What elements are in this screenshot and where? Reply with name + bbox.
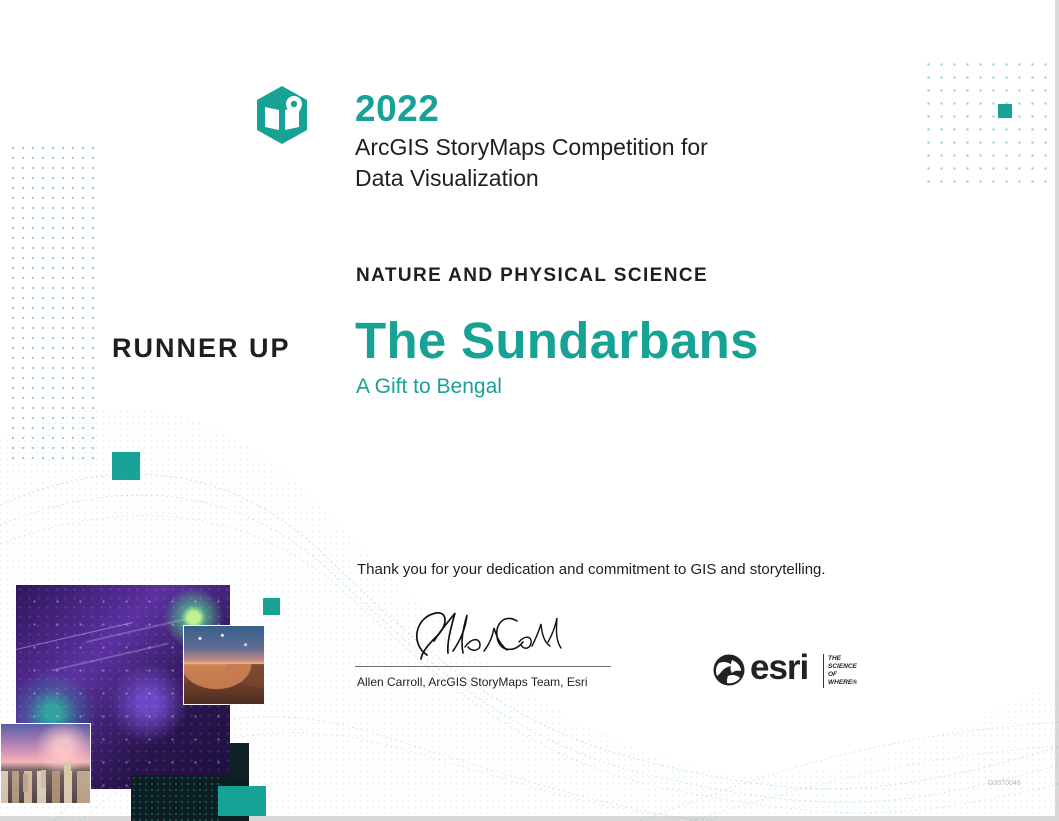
desert-night-photo (183, 625, 265, 705)
tagline-line-3: OF (828, 671, 838, 678)
dark-edge-fragment (229, 743, 249, 779)
esri-wordmark: esri (750, 648, 809, 687)
tagline-line-2: SCIENCE (828, 663, 857, 670)
signature-line (355, 666, 611, 667)
right-dot-grid (922, 58, 1048, 184)
signer-name: Allen Carroll, ArcGIS StoryMaps Team, Esri (357, 675, 588, 689)
bottom-accent-square (218, 786, 266, 816)
award-label: RUNNER UP (112, 333, 291, 363)
story-title: The Sundarbans (355, 312, 759, 369)
document-code: G3370048 (988, 780, 1021, 787)
globe-icon (712, 653, 746, 687)
competition-year: 2022 (355, 88, 440, 129)
competition-line-1: ArcGIS StoryMaps Competition for (355, 134, 708, 160)
esri-divider (823, 654, 824, 688)
competition-line-2: Data Visualization (355, 165, 539, 191)
tagline-line-4: WHERE® (828, 679, 857, 686)
competition-name (355, 132, 775, 194)
teal-dot-texture (131, 775, 219, 821)
thank-you-message: Thank you for your dedication and commitment to GIS and storytelling. (357, 561, 826, 578)
esri-logo (712, 648, 872, 694)
storymaps-book-location-icon (255, 85, 309, 145)
category-heading: NATURE AND PHYSICAL SCIENCE (356, 265, 709, 286)
top-right-accent-square (998, 104, 1012, 118)
city-sunset-photo (0, 723, 91, 804)
story-subtitle: A Gift to Bengal (356, 375, 502, 398)
signature-image (405, 607, 565, 665)
esri-tagline (828, 655, 872, 687)
tagline-line-1: THE (828, 655, 841, 662)
